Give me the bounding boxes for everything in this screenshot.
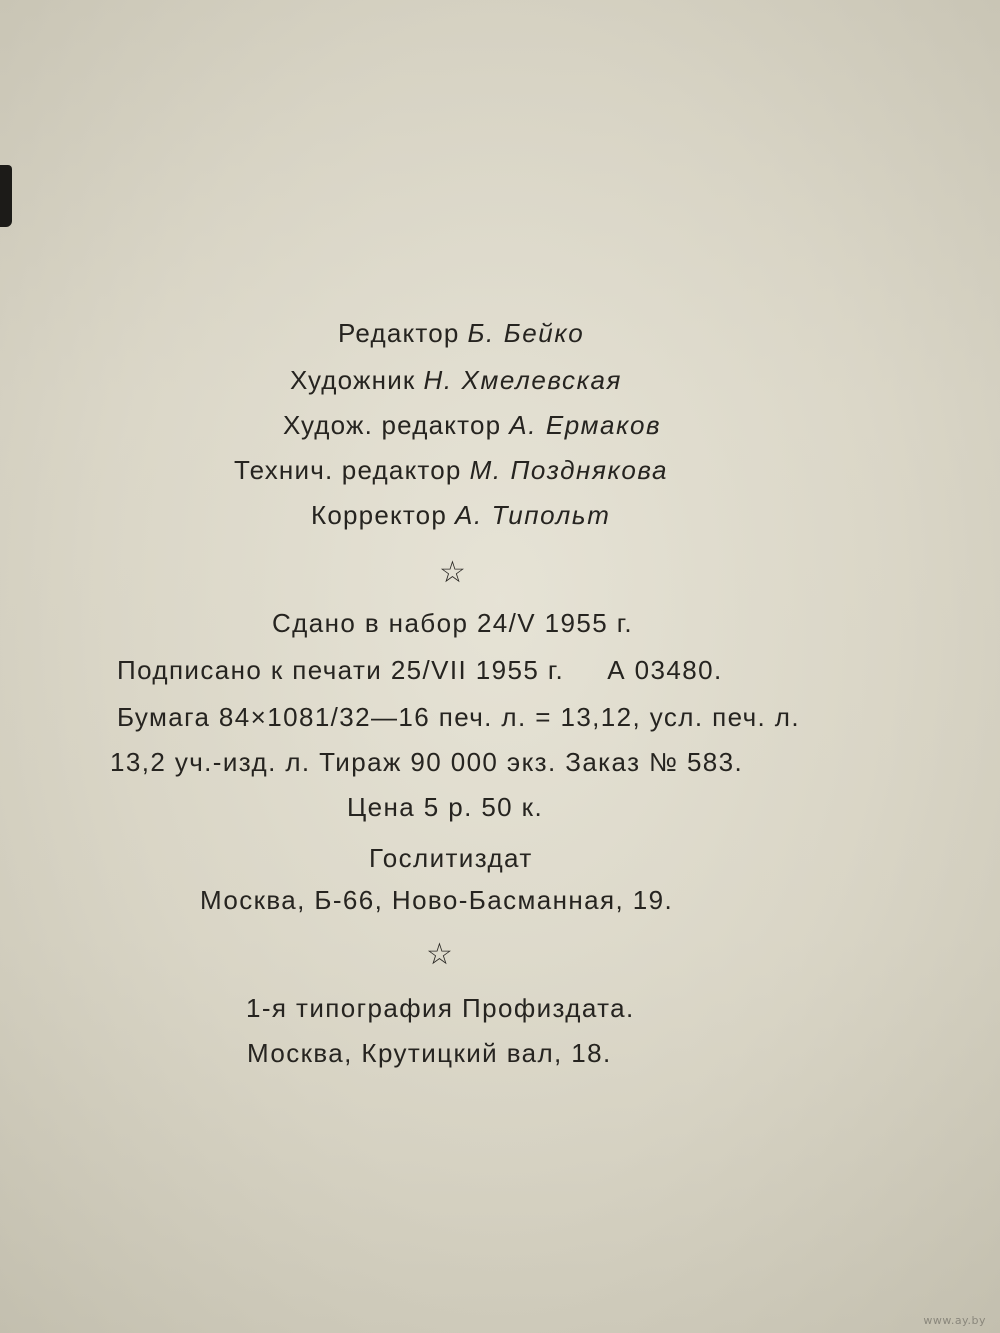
credit-art-editor (283, 410, 661, 441)
site-watermark: www.ay.by (923, 1314, 986, 1327)
credit-proofreader (311, 500, 610, 531)
credit-person: А. Типольт (455, 500, 611, 530)
star-separator-icon: ☆ (426, 937, 453, 972)
credit-person: Б. Бейко (467, 318, 585, 348)
printer-name: 1-я типография Профиздата. (246, 993, 635, 1023)
publisher-address: Москва, Б-66, Ново-Басманная, 19. (200, 885, 674, 915)
credit-tech-editor (234, 455, 668, 486)
credit-person: А. Ермаков (509, 410, 662, 440)
credit-role: Худож. редактор (283, 410, 502, 440)
credit-artist (290, 365, 622, 396)
credit-role: Художник (290, 365, 416, 395)
imprint-price: Цена 5 р. 50 к. (347, 792, 544, 822)
imprint-paper-format: Бумага 84×1081/32—16 печ. л. = 13,12, усл. печ. л. (117, 702, 800, 732)
imprint-typeset-date: Сдано в набор 24/V 1955 г. (272, 608, 634, 638)
credit-person: М. Позднякова (469, 455, 669, 485)
credit-person: Н. Хмелевская (423, 365, 623, 395)
printer-address: Москва, Крутицкий вал, 18. (247, 1038, 612, 1068)
publisher-name: Гослитиздат (369, 843, 533, 873)
credit-role: Технич. редактор (234, 455, 462, 485)
credit-editor (338, 318, 584, 349)
imprint-print-run: 13,2 уч.-изд. л. Тираж 90 000 экз. Заказ № 583. (110, 747, 744, 777)
star-separator-icon: ☆ (439, 555, 466, 590)
edge-ink-mark (0, 165, 12, 227)
credit-role: Корректор (311, 500, 447, 530)
imprint-signed-date: Подписано к печати 25/VII 1955 г. А 03480. (117, 655, 723, 685)
credit-role: Редактор (338, 318, 460, 348)
